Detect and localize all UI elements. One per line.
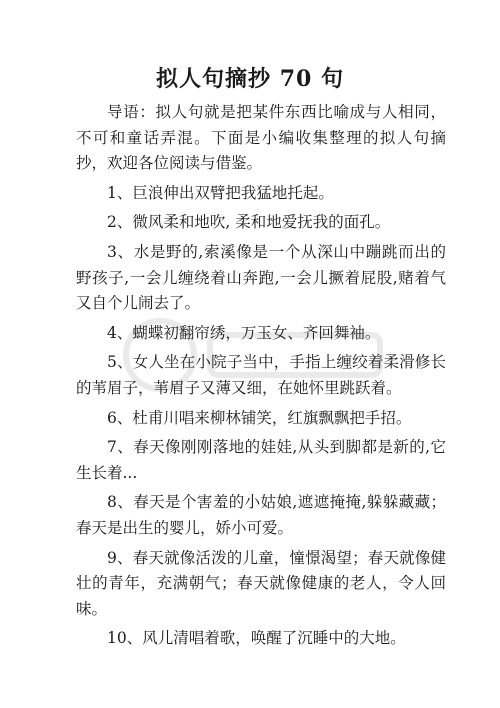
sentence-item: 5、女人坐在小院子当中，手指上缠绞着柔滑修长的苇眉子，苇眉子又薄又细，在她怀里跳跃着。 bbox=[76, 353, 446, 397]
sentence-item: 10、风儿清唱着歌，唤醒了沉睡中的大地。 bbox=[107, 629, 406, 648]
body-text bbox=[76, 100, 446, 656]
sentence-item: 4、蝴蝶初翻帘绣，万玉女、齐回舞袖。 bbox=[107, 323, 381, 342]
sentence-item: 7、春天像刚刚落地的娃娃,从头到脚都是新的,它生长着... bbox=[76, 438, 446, 482]
page-title: 拟人句摘抄 70 句 bbox=[156, 66, 344, 92]
sentence-item: 9、春天就像活泼的儿童，憧憬渴望；春天就像健壮的青年，充满朝气；春天就像健康的老人，令人回味。 bbox=[76, 548, 446, 618]
sentence-item: 8、春天是个害羞的小姑娘,遮遮掩掩,躲躲藏藏；春天是出生的婴儿，娇小可爱。 bbox=[76, 493, 446, 537]
sentence-item: 6、杜甫川唱来柳林铺笑，红旗飘飘把手招。 bbox=[107, 408, 412, 427]
sentence-item: 3、水是野的,索溪像是一个从深山中蹦跳而出的野孩子,一会儿缠绕着山奔跑,一会儿撅着屁股,赌着气又自个儿闹去了。 bbox=[76, 242, 446, 313]
intro-paragraph: 导语：拟人句就是把某件东西比喻成与人相同，不可和童话弄混。下面是小编收集整理的拟人句摘抄，欢迎各位阅读与借鉴。 bbox=[76, 103, 446, 173]
sentence-item: 2、微风柔和地吹, 柔和地爱抚我的面孔。 bbox=[107, 213, 391, 232]
sentence-item: 1、巨浪伸出双臂把我猛地托起。 bbox=[107, 183, 334, 202]
